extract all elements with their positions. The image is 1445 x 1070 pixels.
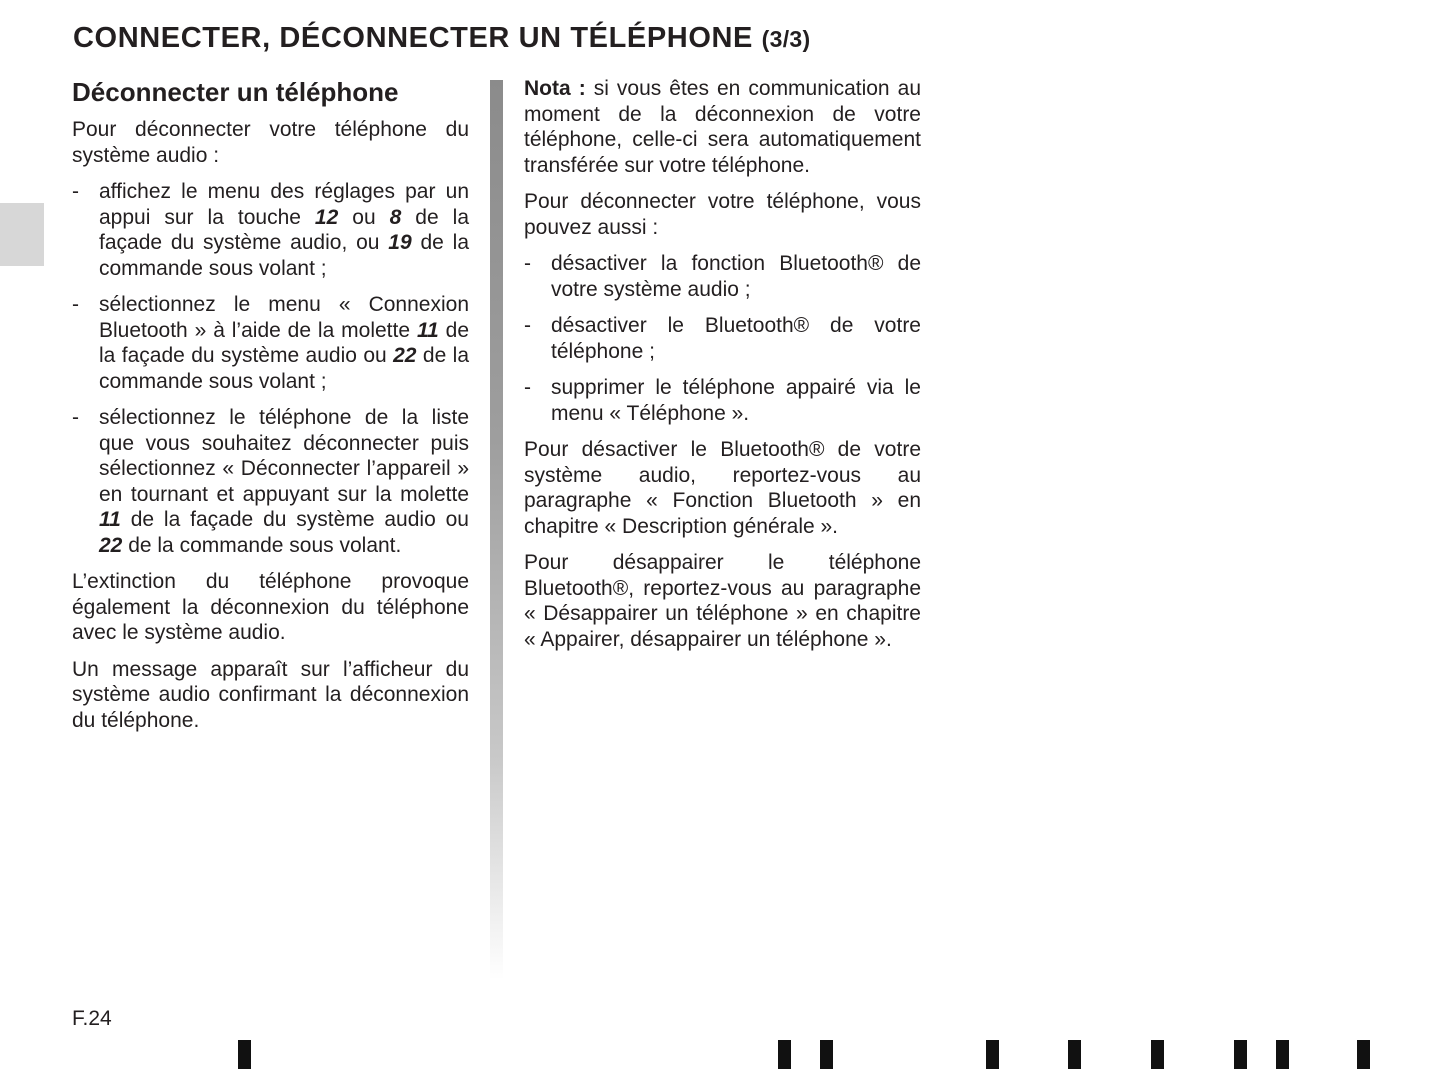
- print-register-mark: [238, 1040, 251, 1069]
- key-ref: 11: [99, 508, 121, 531]
- dash-bullet: -: [524, 376, 531, 399]
- option-text: désactiver la fonction Bluetooth® de votre système audio ;: [551, 252, 921, 301]
- step-text: de la commande sous volant ;: [99, 231, 470, 280]
- step-text: de la commande sous volant.: [122, 533, 402, 557]
- nota-paragraph: [524, 76, 921, 178]
- page-title-text: CONNECTER, DÉCONNECTER UN TÉLÉPHONE: [73, 22, 753, 54]
- page-title: [73, 22, 810, 55]
- dash-bullet: -: [72, 293, 79, 316]
- print-register-mark: [1068, 1040, 1081, 1069]
- column-divider: [490, 80, 503, 980]
- step-text: sélectionnez le menu « Connexion Bluetooth » à l’aide de la molette: [99, 293, 469, 342]
- step-text: affichez le menu des réglages par un appui sur la touche: [99, 180, 469, 229]
- step-text: sélectionnez le téléphone de la liste que vous souhaitez déconnecter puis sélectionnez « Déconnecter l’appareil » en tournant et appuyant sur la molette: [99, 406, 469, 506]
- step-item: [72, 405, 469, 558]
- section-tab-marker: [0, 203, 44, 266]
- nota-text: si vous êtes en communication au moment de la déconnexion de votre téléphone, celle-ci sera automatiquement transférée sur votre téléphone.: [524, 77, 921, 177]
- disconnect-steps-list: [72, 179, 469, 558]
- step-item: [72, 292, 469, 394]
- option-text: supprimer le téléphone appairé via le menu « Téléphone ».: [551, 376, 921, 425]
- alternative-options-list: [524, 251, 921, 426]
- key-ref: 22: [393, 344, 417, 367]
- option-text: désactiver le Bluetooth® de votre téléphone ;: [551, 314, 921, 363]
- step-text: de la façade du système audio, ou: [99, 205, 469, 254]
- dash-bullet: -: [524, 252, 531, 275]
- page-title-part: (3/3): [761, 26, 811, 52]
- step-text: de la commande sous volant ;: [99, 344, 469, 393]
- option-item: [524, 375, 921, 426]
- print-register-mark: [820, 1040, 833, 1069]
- print-register-mark: [1357, 1040, 1370, 1069]
- print-register-mark: [986, 1040, 999, 1069]
- print-register-mark: [1151, 1040, 1164, 1069]
- extinction-paragraph: L’extinction du téléphone provoque également la déconnexion du téléphone avec le système audio.: [72, 570, 469, 644]
- section-heading: Déconnecter un téléphone: [72, 77, 399, 107]
- print-register-mark: [1276, 1040, 1289, 1069]
- print-register-mark: [778, 1040, 791, 1069]
- dash-bullet: -: [72, 406, 79, 429]
- key-ref: 8: [389, 205, 402, 229]
- option-item: [524, 251, 921, 302]
- disable-bluetooth-paragraph: Pour désactiver le Bluetooth® de votre système audio, reportez-vous au paragraphe « Fonction Bluetooth » en chapitre « Description générale ».: [524, 438, 921, 538]
- dash-bullet: -: [524, 314, 531, 337]
- step-text: de la façade du système audio ou: [120, 508, 469, 531]
- unpair-paragraph: Pour désappairer le téléphone Bluetooth®, reportez-vous au paragraphe « Désappairer un téléphone » en chapitre « Appairer, désappairer un téléphone ».: [524, 551, 921, 651]
- key-ref: 12: [314, 205, 339, 229]
- dash-bullet: -: [72, 180, 79, 203]
- page-number: F.24: [72, 1007, 112, 1030]
- key-ref: 19: [388, 231, 412, 254]
- key-ref: 22: [99, 533, 123, 557]
- intro-paragraph: Pour déconnecter votre téléphone du système audio :: [72, 118, 469, 167]
- key-ref: 11: [416, 318, 439, 342]
- right-column: [524, 76, 921, 663]
- print-register-mark: [1234, 1040, 1247, 1069]
- step-item: [72, 179, 469, 281]
- also-paragraph: Pour déconnecter votre téléphone, vous pouvez aussi :: [524, 190, 921, 239]
- step-text: ou: [338, 205, 390, 229]
- nota-label: Nota :: [524, 77, 586, 100]
- option-item: [524, 313, 921, 364]
- left-column: [72, 77, 469, 744]
- step-text: de la façade du système audio ou: [99, 318, 469, 367]
- message-paragraph: Un message apparaît sur l’afficheur du système audio confirmant la déconnexion du téléphone.: [72, 657, 469, 732]
